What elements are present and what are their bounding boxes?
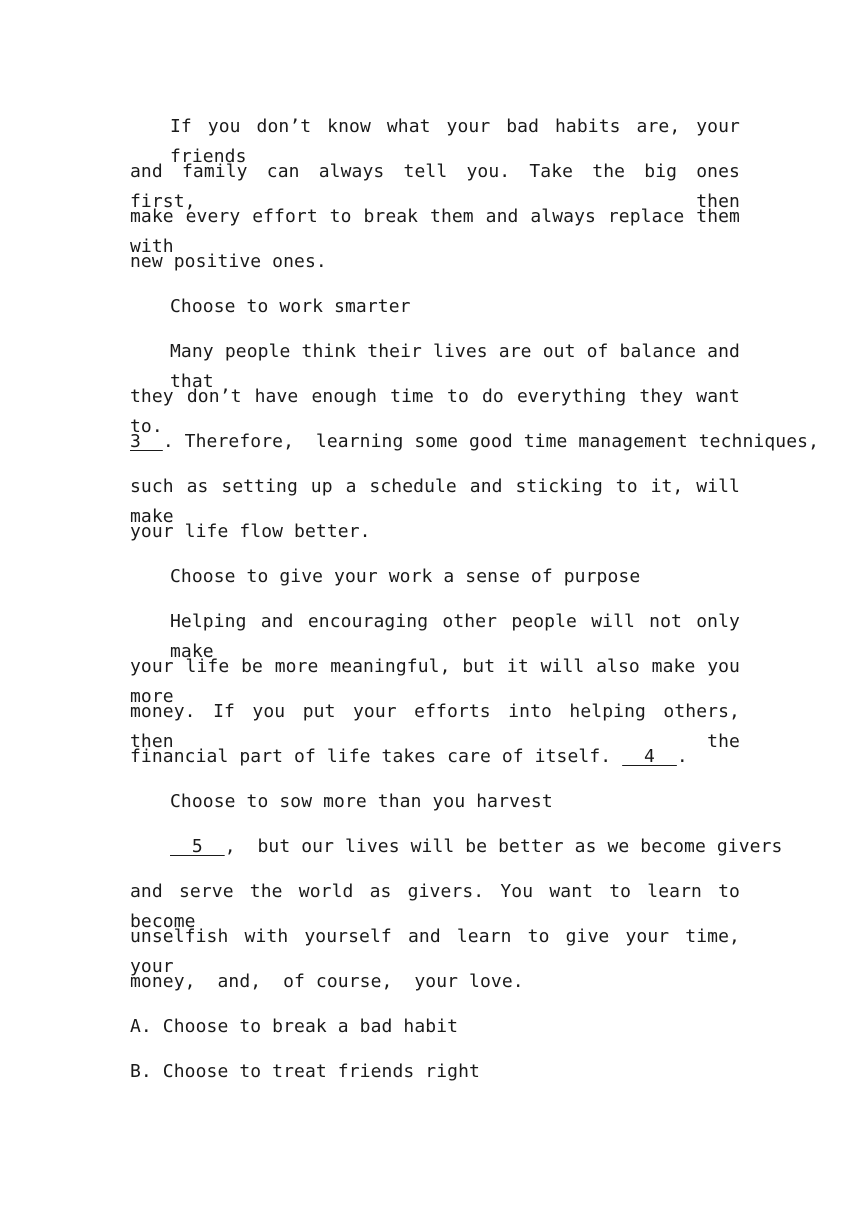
paragraph-line: If you don’t know what your bad habits are, your friends (170, 116, 740, 167)
paragraph-line: and serve the world as givers. You want to learn to become (130, 881, 740, 932)
answer-blank-4: 4 (622, 746, 677, 767)
paragraph-line: money. If you put your efforts into helping others, then the (130, 701, 740, 752)
paragraph-line: Helping and encouraging other people will not only make (170, 611, 740, 662)
paragraph-line: make every effort to break them and always replace them with (130, 206, 740, 257)
option-b: B. Choose to treat friends right (130, 1061, 480, 1082)
paragraph-line: and family can always tell you. Take the big ones first, then (130, 161, 740, 212)
paragraph-line: Many people think their lives are out of balance and that (170, 341, 740, 392)
paragraph-text: . (676, 746, 688, 767)
paragraph-line (130, 427, 820, 457)
paragraph-line: they don’t have enough time to do everything they want to. (130, 386, 740, 437)
paragraph-line: new positive ones. (130, 251, 327, 272)
paragraph-line (130, 742, 740, 772)
paragraph-line: such as setting up a schedule and sticking to it, will make (130, 476, 740, 527)
paragraph-text: financial part of life takes care of itself. (130, 746, 623, 767)
answer-blank-5: 5 (170, 836, 225, 857)
paragraph-line: unselfish with yourself and learn to give your time, your (130, 926, 740, 977)
paragraph-line: your life flow better. (130, 521, 371, 542)
paragraph-line: money, and, of course, your love. (130, 971, 524, 992)
option-a: A. Choose to break a bad habit (130, 1016, 459, 1037)
section-heading: Choose to sow more than you harvest (170, 791, 553, 812)
section-heading: Choose to work smarter (170, 296, 411, 317)
paragraph-text: , but our lives will be better as we become givers (224, 836, 783, 857)
paragraph-line: your life be more meaningful, but it will also make you more (130, 656, 740, 707)
section-heading: Choose to give your work a sense of purpose (170, 566, 641, 587)
paragraph-line (130, 832, 783, 862)
answer-blank-3: 3 (130, 431, 163, 452)
paragraph-text: . Therefore, learning some good time management techniques, (162, 431, 820, 452)
